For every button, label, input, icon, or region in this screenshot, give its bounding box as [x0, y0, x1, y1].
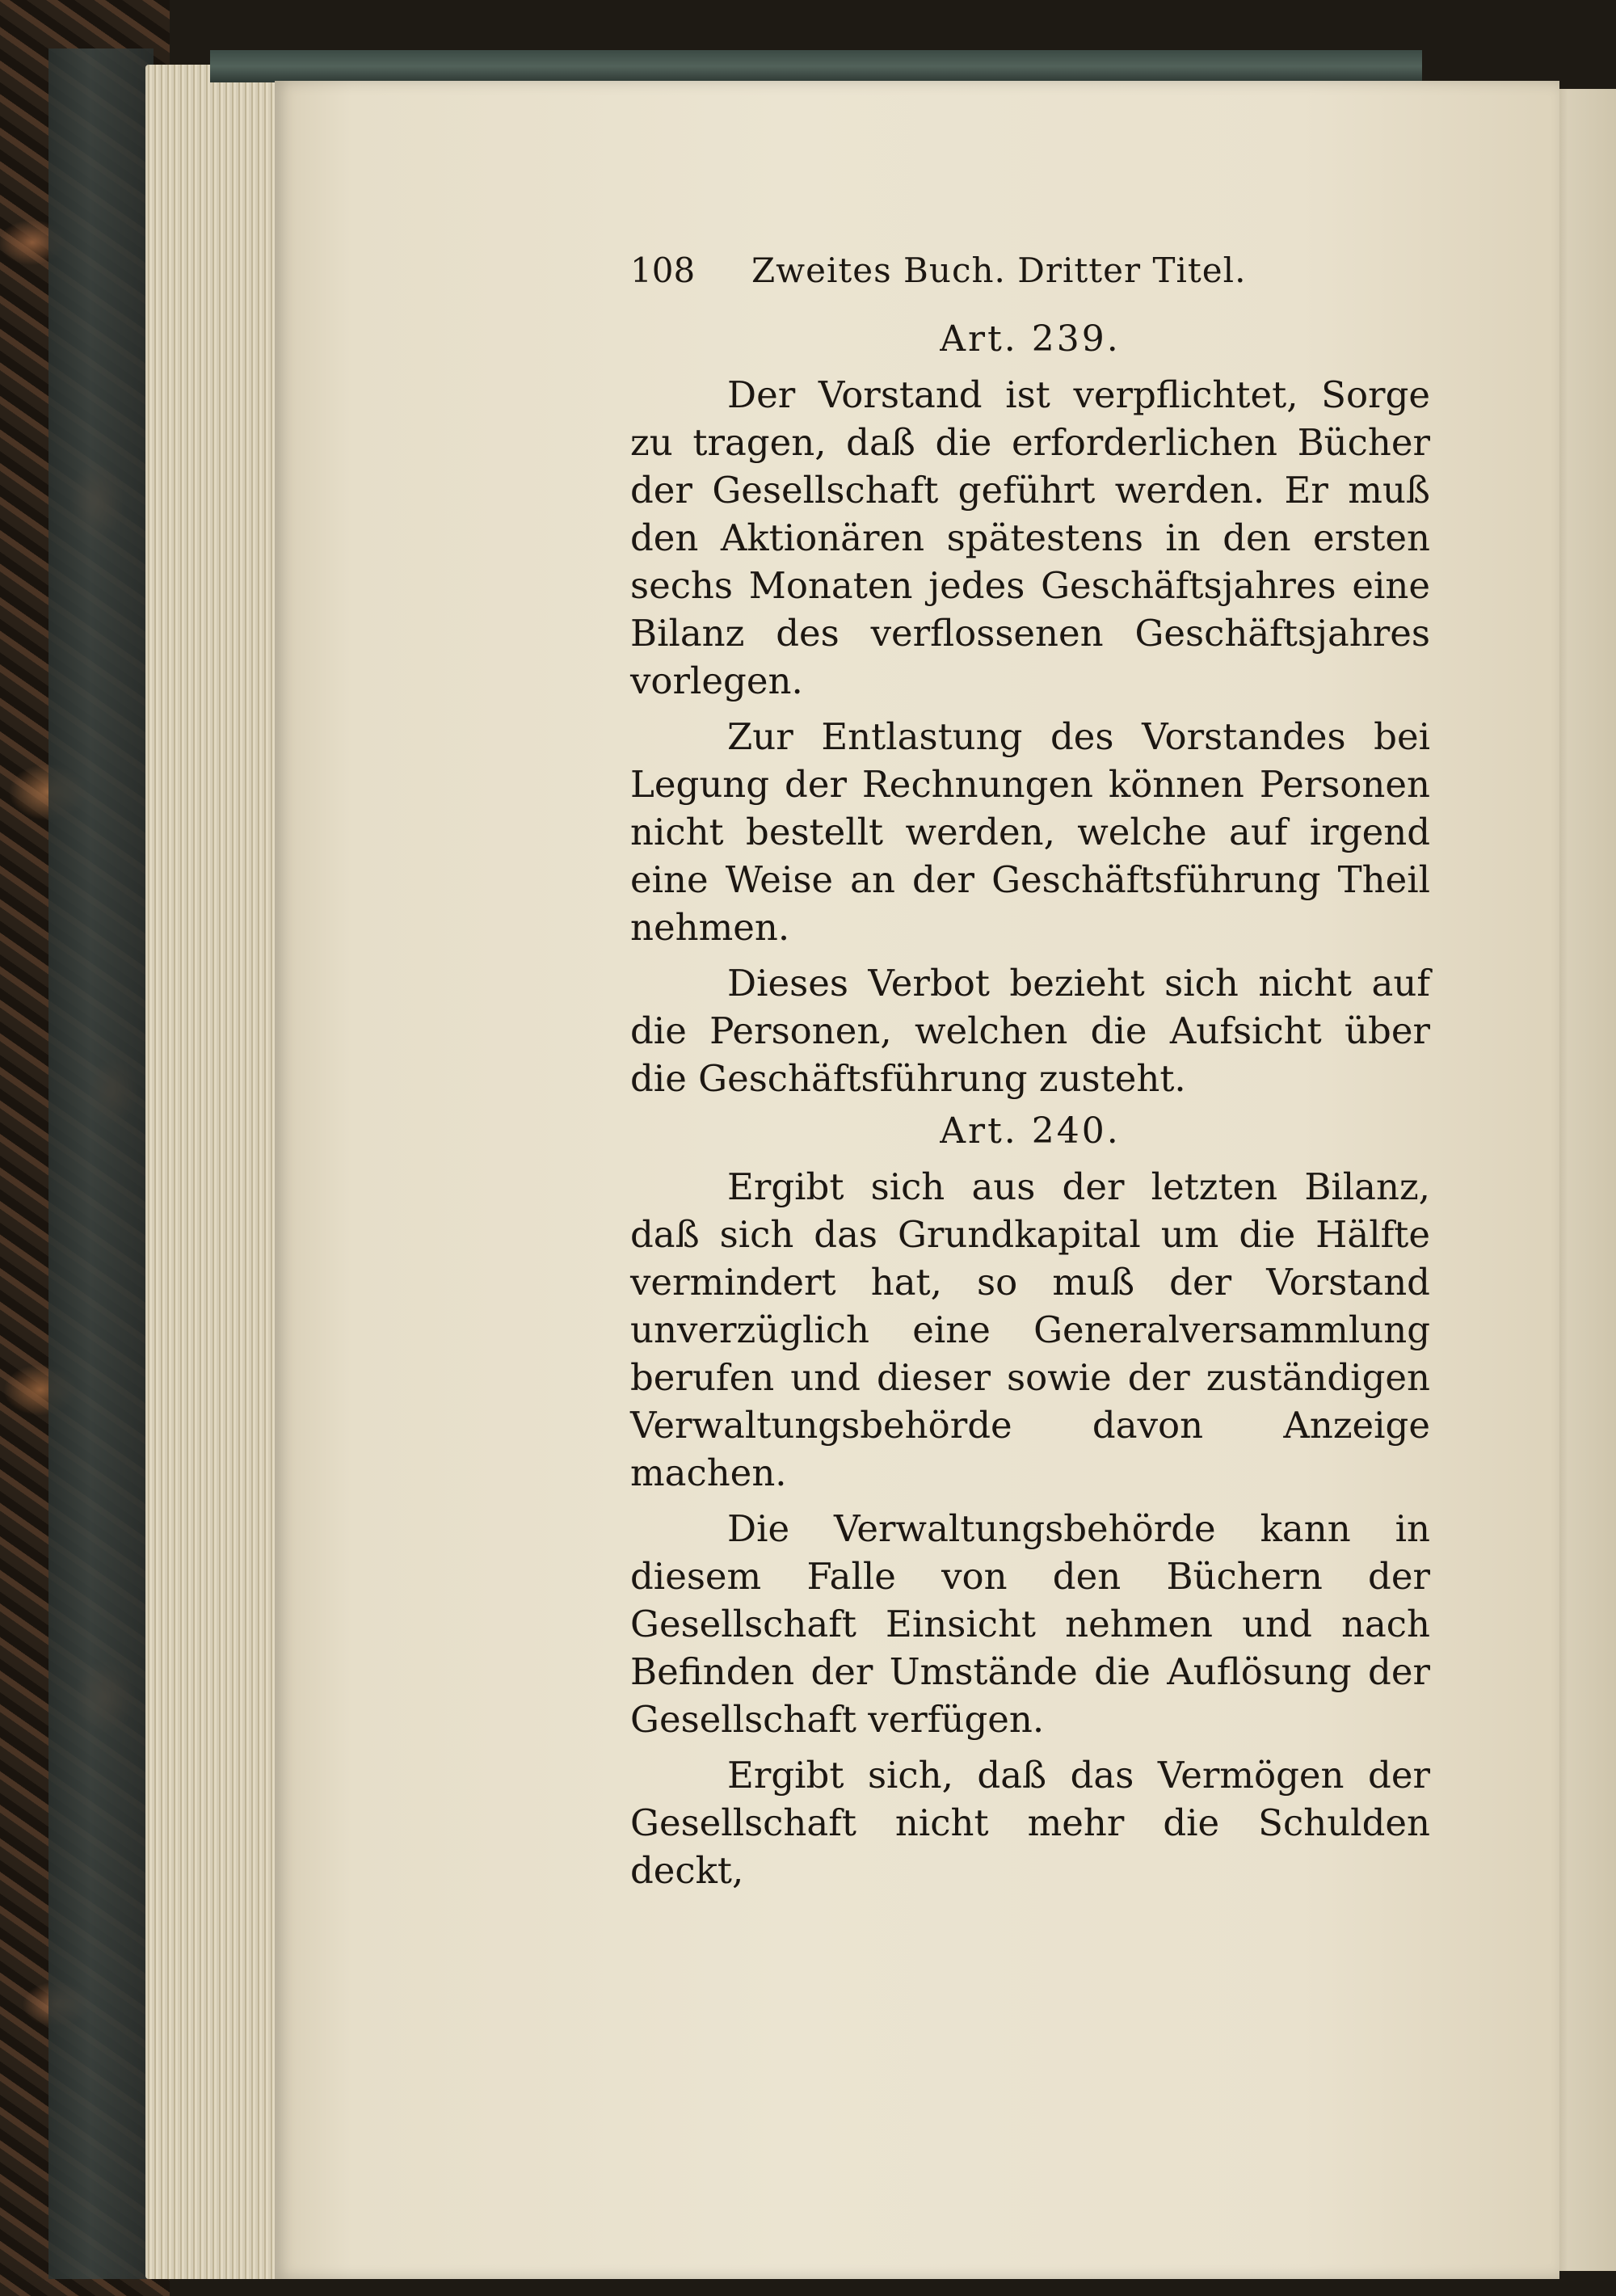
- paragraph: Der Vorstand ist verpflichtet, Sorge zu tragen, daß die erforderlichen Bücher der Gesellschaft geführt werden. Er muß den Aktionären spätestens in den ersten sechs Monaten jedes Geschäftsjahres eine Bilanz des verflossenen Geschäftsjahres vorlegen.: [630, 373, 1430, 702]
- article-heading: Art. 240.: [940, 1110, 1121, 1152]
- book-top-edge: [210, 50, 1422, 82]
- paragraph: Ergibt sich aus der letzten Bilanz, daß sich das Grundkapital um die Hälfte vermindert hat, so muß der Vorstand unverzüglich eine Generalversammlung berufen und dieser sowie der zuständigen Verwaltungsbehörde davon Anzeige machen.: [630, 1165, 1430, 1494]
- article-section: [630, 1110, 1430, 1894]
- paragraph: Ergibt sich, daß das Vermögen der Gesellschaft nicht mehr die Schulden deckt,: [630, 1754, 1430, 1892]
- paragraph: Die Verwaltungsbehörde kann in diesem Falle von den Büchern der Gesellschaft Einsicht nehmen und nach Befinden der Umstände die Auflösung der Gesellschaft verfügen.: [630, 1507, 1430, 1741]
- running-head: [630, 242, 1430, 315]
- paragraph: Dieses Verbot bezieht sich nicht auf die Personen, welchen die Aufsicht über die Geschäftsführung zusteht.: [630, 962, 1430, 1100]
- page-text: [630, 242, 1430, 1894]
- page-number: 108: [630, 251, 696, 290]
- article-heading: Art. 239.: [940, 318, 1121, 360]
- cover-spine-edge: [48, 48, 154, 2279]
- running-head-title: Zweites Buch. Dritter Titel.: [751, 251, 1247, 290]
- article-section: [630, 318, 1430, 1102]
- paragraph: Zur Entlastung des Vorstandes bei Legung der Rechnungen können Personen nicht bestellt werden, welche auf irgend eine Weise an der Geschäftsführung Theil nehmen.: [630, 715, 1430, 949]
